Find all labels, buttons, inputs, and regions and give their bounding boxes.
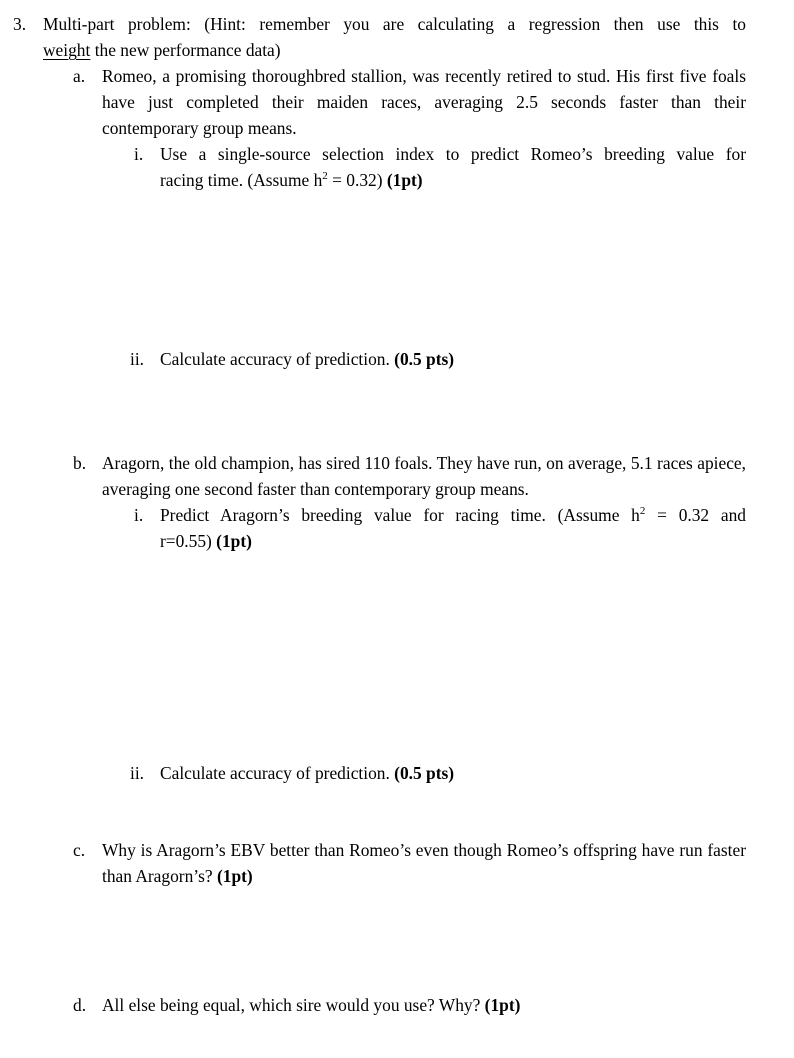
part-c-text bbox=[102, 837, 746, 889]
part-a-i-points: (1pt) bbox=[386, 170, 423, 190]
part-a-i-line-1: Use a single-source selection index to predict Romeo’s breeding value for bbox=[160, 144, 746, 164]
part-b-i-value: = 0.32 and bbox=[645, 505, 746, 525]
part-a-text: Romeo, a promising thoroughbred stallion, was recently retired to stud. His first five foals have just completed their maiden races, averaging 2.5 seconds faster than their contemporary group means. bbox=[102, 66, 746, 138]
part-b-ii-numeral: ii. bbox=[130, 763, 145, 783]
part-b-i-line-1 bbox=[160, 502, 746, 528]
part-c-question: Why is Aragorn’s EBV better than Romeo’s even though Romeo’s offspring have run faster than Aragorn’s? bbox=[102, 840, 746, 886]
part-a-i-line-2 bbox=[160, 167, 746, 193]
part-a bbox=[73, 63, 746, 141]
part-a-i-text bbox=[160, 141, 746, 193]
question-3 bbox=[13, 11, 746, 63]
part-d-points: (1pt) bbox=[484, 995, 521, 1015]
squared-superscript: 2 bbox=[639, 505, 646, 518]
part-d bbox=[73, 992, 746, 1018]
part-a-i bbox=[134, 141, 746, 193]
part-b-ii-points: (0.5 pts) bbox=[394, 763, 455, 783]
part-b-ii-question: Calculate accuracy of prediction. bbox=[160, 763, 395, 783]
part-a-i-numeral: i. bbox=[134, 144, 144, 164]
part-b-i-points: (1pt) bbox=[216, 531, 252, 551]
part-a-ii bbox=[130, 346, 746, 372]
part-c bbox=[73, 837, 746, 889]
part-b-ii bbox=[130, 760, 746, 786]
question-text bbox=[43, 11, 746, 63]
part-d-letter: d. bbox=[73, 995, 87, 1015]
emphasis-weight: weight bbox=[43, 40, 91, 60]
question-line-2 bbox=[43, 37, 746, 63]
part-b-i-line-2 bbox=[160, 528, 746, 554]
part-a-i-assume: racing time. (Assume h bbox=[160, 170, 323, 190]
part-c-points: (1pt) bbox=[216, 866, 253, 886]
part-a-letter: a. bbox=[73, 66, 86, 86]
part-b-text: Aragorn, the old champion, has sired 110 foals. They have run, on average, 5.1 races apiece, averaging one second faster than contemporary group means. bbox=[102, 453, 746, 499]
question-suffix: the new performance data) bbox=[90, 40, 281, 60]
part-c-letter: c. bbox=[73, 840, 86, 860]
part-a-ii-points: (0.5 pts) bbox=[394, 349, 455, 369]
part-d-text bbox=[102, 992, 746, 1018]
question-line-1: Multi-part problem: (Hint: remember you are calculating a regression then use this to bbox=[43, 14, 746, 34]
part-b-letter: b. bbox=[73, 453, 87, 473]
part-a-i-value: = 0.32) bbox=[327, 170, 387, 190]
squared-superscript: 2 bbox=[322, 170, 328, 183]
part-b-i-text bbox=[160, 502, 746, 554]
part-a-ii-text bbox=[160, 346, 746, 372]
part-a-ii-question: Calculate accuracy of prediction. bbox=[160, 349, 395, 369]
part-b-i bbox=[134, 502, 746, 554]
question-number: 3. bbox=[13, 14, 27, 34]
part-a-ii-numeral: ii. bbox=[130, 349, 145, 369]
part-b-i-numeral: i. bbox=[134, 505, 144, 525]
part-b-ii-text bbox=[160, 760, 746, 786]
part-b-i-r-value: r=0.55) bbox=[160, 531, 217, 551]
part-b-i-predict: Predict Aragorn’s breeding value for racing time. (Assume h bbox=[160, 505, 640, 525]
part-d-question: All else being equal, which sire would you use? Why? bbox=[102, 995, 485, 1015]
part-b bbox=[73, 450, 746, 502]
